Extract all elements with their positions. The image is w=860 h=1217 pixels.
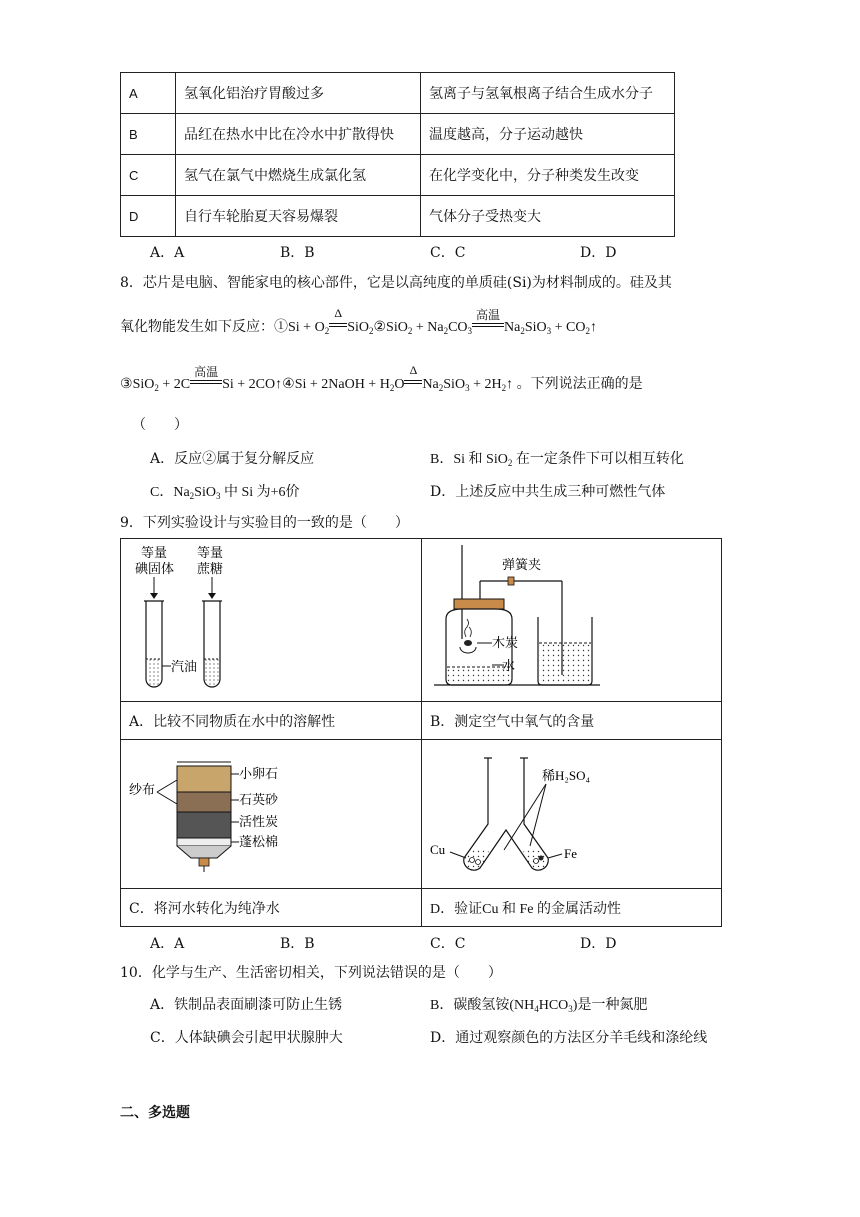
q8-choice-b[interactable]: B．Si 和 SiO$_2$ 在一定条件下可以相互转化 — [430, 452, 684, 468]
fig-label: 蓬松棉 — [239, 835, 279, 850]
q10-choice-d[interactable]: D．通过观察颜色的方法区分羊毛线和涤纶线 — [430, 1030, 708, 1046]
choice-prefix: B． — [430, 452, 454, 467]
q8-choice-c[interactable]: C．$Na_2SiO_3$ 中 Si 为+6价 — [150, 485, 300, 501]
condition-heat: Δ — [334, 306, 343, 320]
q7-choice-b[interactable]: B．B — [280, 245, 315, 261]
q9-choice-b[interactable]: B．B — [280, 936, 315, 952]
q7-choice-d[interactable]: D．D — [580, 245, 617, 261]
q10-choice-c[interactable]: C．人体缺碘会引起甲状腺肿大 — [150, 1030, 343, 1046]
choice-text: B．碳酸氢铵 — [430, 998, 510, 1013]
q10-stem: 10．化学与生产、生活密切相关，下列说法错误的是（ ） — [120, 965, 502, 981]
choice-text: 和 — [468, 452, 483, 467]
oxygen-measurement-diagram — [422, 539, 722, 701]
q8-choice-d[interactable]: D．上述反应中共生成三种可燃性气体 — [430, 484, 666, 500]
q7-option: B — [121, 114, 176, 155]
reaction-number: ④ — [282, 377, 295, 392]
fig-label: 石英砂 — [239, 793, 279, 808]
q10-choice-a[interactable]: A．铁制品表面刷漆可防止生锈 — [150, 997, 343, 1013]
fig-label: 等量 — [197, 546, 224, 561]
section-heading: 二、多选题 — [120, 1105, 190, 1121]
q7-option: C — [121, 155, 176, 196]
q9-caption-a: A．比较不同物质在水中的溶解性 — [121, 702, 422, 740]
q9-choice-c[interactable]: C．C — [430, 936, 466, 952]
reaction-number: ③ — [120, 377, 133, 392]
q7-option: A — [121, 73, 176, 114]
q9-caption-d: D．验证Cu 和 Fe 的金属活动性 — [422, 889, 722, 927]
fig-label: 汽油 — [171, 660, 198, 675]
q7-explanation: 温度越高，分子运动越快 — [421, 114, 675, 155]
q8-stem-line1: 8．芯片是电脑、智能家电的核心部件，它是以高纯度的单质硅(Si)为材料制成的。硅及其 — [120, 275, 672, 291]
condition-heat: Δ — [409, 363, 418, 377]
choice-text: 中 — [223, 485, 238, 500]
q7-choice-a[interactable]: A．A — [150, 245, 185, 261]
q9-figure-b — [422, 539, 722, 702]
q9-stem: 9．下列实验设计与实验目的一致的是（ ） — [120, 515, 409, 531]
fig-label: 弹簧夹 — [502, 558, 542, 573]
q8-choice-a[interactable]: A．反应②属于复分解反应 — [150, 451, 315, 467]
q7-explanation: 氢离子与氢氧根离子结合生成水分子 — [421, 73, 675, 114]
fig-label: 活性炭 — [239, 815, 279, 830]
fig-label: 等量 — [141, 546, 168, 561]
q8-equations-line1: 氧化物能发生如下反应：①Si + $O_2$ Δ SiO$_2$②SiO$_2$ + $Na_2CO_3$ 高温 $Na_2SiO_3$ + $CO_2↑$ — [120, 306, 597, 336]
choice-text: 为+6价 — [256, 485, 300, 500]
test-tubes-diagram — [121, 539, 421, 701]
q8-stem-prefix: 氧化物能发生如下反应： — [120, 320, 274, 335]
table-row — [121, 889, 722, 927]
q7-phenomenon: 品红在热水中比在冷水中扩散得快 — [176, 114, 421, 155]
q9-figure-c — [121, 740, 422, 889]
fig-label: 蔗糖 — [197, 562, 224, 577]
table-row — [121, 196, 675, 237]
fig-label: 碘固体 — [135, 562, 175, 577]
fig-label: 木炭 — [492, 636, 519, 651]
q9-figure-d — [422, 740, 722, 889]
fig-label: 小卵石 — [239, 767, 279, 782]
fig-label: 水 — [502, 659, 516, 674]
table-row — [121, 702, 722, 740]
q7-phenomenon: 自行车轮胎夏天容易爆裂 — [176, 196, 421, 237]
q9-choice-a[interactable]: A．A — [150, 936, 185, 952]
q7-option: D — [121, 196, 176, 237]
water-filter-diagram — [121, 740, 421, 888]
q7-explanation: 在化学变化中，分子种类发生改变 — [421, 155, 675, 196]
q8-answer-paren: （ ） — [132, 417, 188, 433]
q7-choice-c[interactable]: C．C — [430, 245, 466, 261]
caption-text: 和 — [501, 901, 516, 917]
q7-table — [120, 72, 675, 237]
choice-text: 是一种氮肥 — [577, 998, 648, 1013]
q10-choice-b[interactable]: B．碳酸氢铵$(NH_4HCO_3)$是一种氮肥 — [430, 998, 648, 1014]
fig-label: Fe — [564, 846, 577, 861]
table-row — [121, 155, 675, 196]
table-row — [121, 114, 675, 155]
fig-label: Cu — [430, 842, 446, 857]
q7-explanation: 气体分子受热变大 — [421, 196, 675, 237]
fig-label: 纱布 — [129, 783, 156, 798]
table-row — [121, 73, 675, 114]
condition-high-temp: 高温 — [194, 365, 219, 379]
q9-choice-d[interactable]: D．D — [580, 936, 617, 952]
choice-prefix: C． — [150, 485, 174, 500]
q9-figure-a — [121, 539, 422, 702]
q7-phenomenon: 氢气在氯气中燃烧生成氯化氢 — [176, 155, 421, 196]
q9-table — [120, 538, 722, 927]
caption-text: 的金属活动性 — [536, 901, 621, 917]
reaction-number: ① — [274, 320, 288, 335]
caption-text: D．验证 — [430, 901, 483, 917]
table-row — [121, 740, 722, 889]
q9-caption-c: C．将河水转化为纯净水 — [121, 889, 422, 927]
fig-label: 稀H₂SO₄ — [542, 768, 591, 783]
q7-phenomenon: 氢氧化铝治疗胃酸过多 — [176, 73, 421, 114]
metal-activity-diagram — [422, 740, 722, 888]
choice-text: 在一定条件下可以相互转化 — [515, 452, 684, 467]
condition-high-temp: 高温 — [476, 308, 501, 322]
table-row — [121, 539, 722, 702]
q9-caption-b: B．测定空气中氧气的含量 — [422, 702, 722, 740]
q8-equations-line2: ③SiO$_2$ + 2C 高温 Si + 2CO↑④Si + 2NaOH + $H_2O$ Δ $Na_2SiO_3$ + $2H_2↑$ 。下列说法正确的是 — [120, 363, 643, 393]
reaction-number: ② — [373, 320, 387, 335]
q8-stem-tail: 。下列说法正确的是 — [516, 377, 643, 392]
